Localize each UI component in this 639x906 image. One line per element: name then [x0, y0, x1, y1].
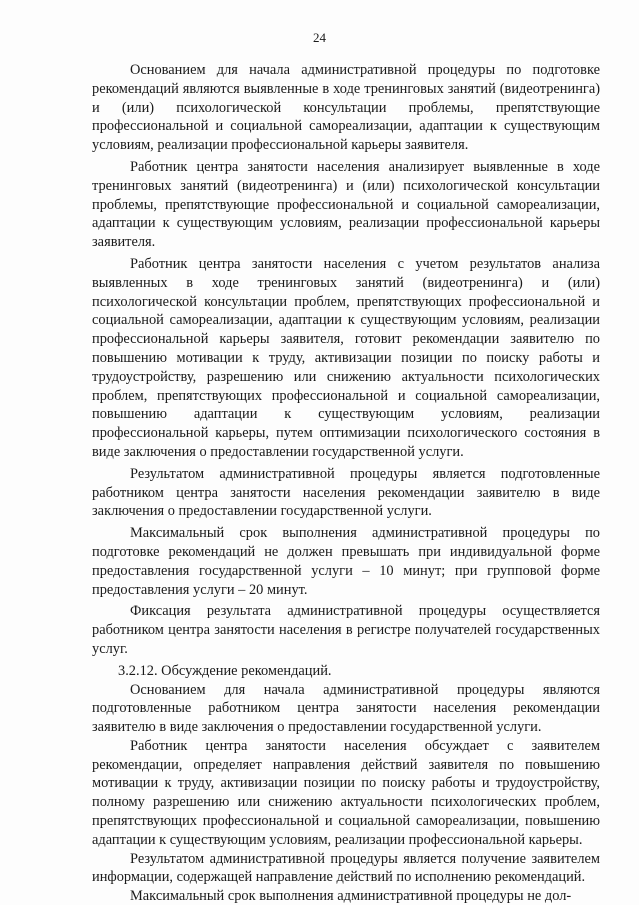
section-heading: 3.2.12. Обсуждение рекомендаций.: [118, 662, 332, 679]
document-body: [92, 61, 600, 906]
paragraph: Основанием для начала административной процедуры являются подготовленные работником центра занятости населения рекомендации заявителю в виде заключения о предоставлении государственной услуги.: [92, 681, 600, 736]
paragraph: Фиксация результата административной процедуры осуществляется работником центра занятости населения в регистре получателей государственных услуг.: [92, 603, 600, 657]
page-number: 24: [313, 30, 326, 45]
paragraph: Максимальный срок выполнения административной процедуры не дол-: [130, 888, 572, 905]
paragraph: Результатом административной процедуры является получение заявителем информации, содержащей направление действий по исполнению рекомендаций.: [92, 850, 600, 886]
paragraph: Работник центра занятости населения с учетом результатов анализа выявленных в ходе тренинговых занятий (видеотренинга) и (или) психологической консультации проблем, препятствующих профессиональной и социальной самореализации, адаптации к существующим условиям, реализации профессиональной карьеры заявителя, готовит рекомендации заявителю по повышению мотивации к труду, активизации позиции по поиску работы и трудоустройству, разрешению или снижению актуальности психологических проблем, препятствующих профессиональной и социальной самореализации, повышению адаптации к существующим условиям, реализации профессиональной карьеры, путем оптимизации психологического состояния в виде заключения о предоставлении государственной услуги.: [92, 255, 600, 460]
paragraph: Основанием для начала административной процедуры по подготовке рекомендаций являются выявленные в ходе тренинговых занятий (видеотренинга) и (или) психологической консультации проблемы, препятствующие профессиональной и социальной самореализации, адаптации к существующим условиям, реализации профессиональной карьеры заявителя.: [92, 62, 600, 154]
paragraph: Работник центра занятости населения обсуждает с заявителем рекомендации, определяет направления действий заявителя по повышению мотивации к труду, активизации позиции по поиску работы и трудоустройству, полному разрешению или снижению актуальности психологических проблем, препятствующих профессиональной и социальной самореализации, повышению адаптации к существующим условиям, реализации профессиональной карьеры.: [92, 737, 600, 848]
paragraph: Максимальный срок выполнения административной процедуры по подготовке рекомендаций не должен превышать при индивидуальной форме предоставления государственной услуги – 10 минут; при групповой форме предоставления услуги – 20 минут.: [92, 525, 600, 598]
paragraph: Результатом административной процедуры является подготовленные работником центра занятости населения рекомендации заявителю в виде заключения о предоставлении государственной услуги.: [92, 465, 600, 520]
paragraph: Работник центра занятости населения анализирует выявленные в ходе тренинговых занятий (видеотренинга) и (или) психологической консультации проблемы, препятствующие профессиональной и социальной самореализации, адаптации к существующим условиям, реализации профессиональной карьеры заявителя.: [92, 158, 600, 251]
